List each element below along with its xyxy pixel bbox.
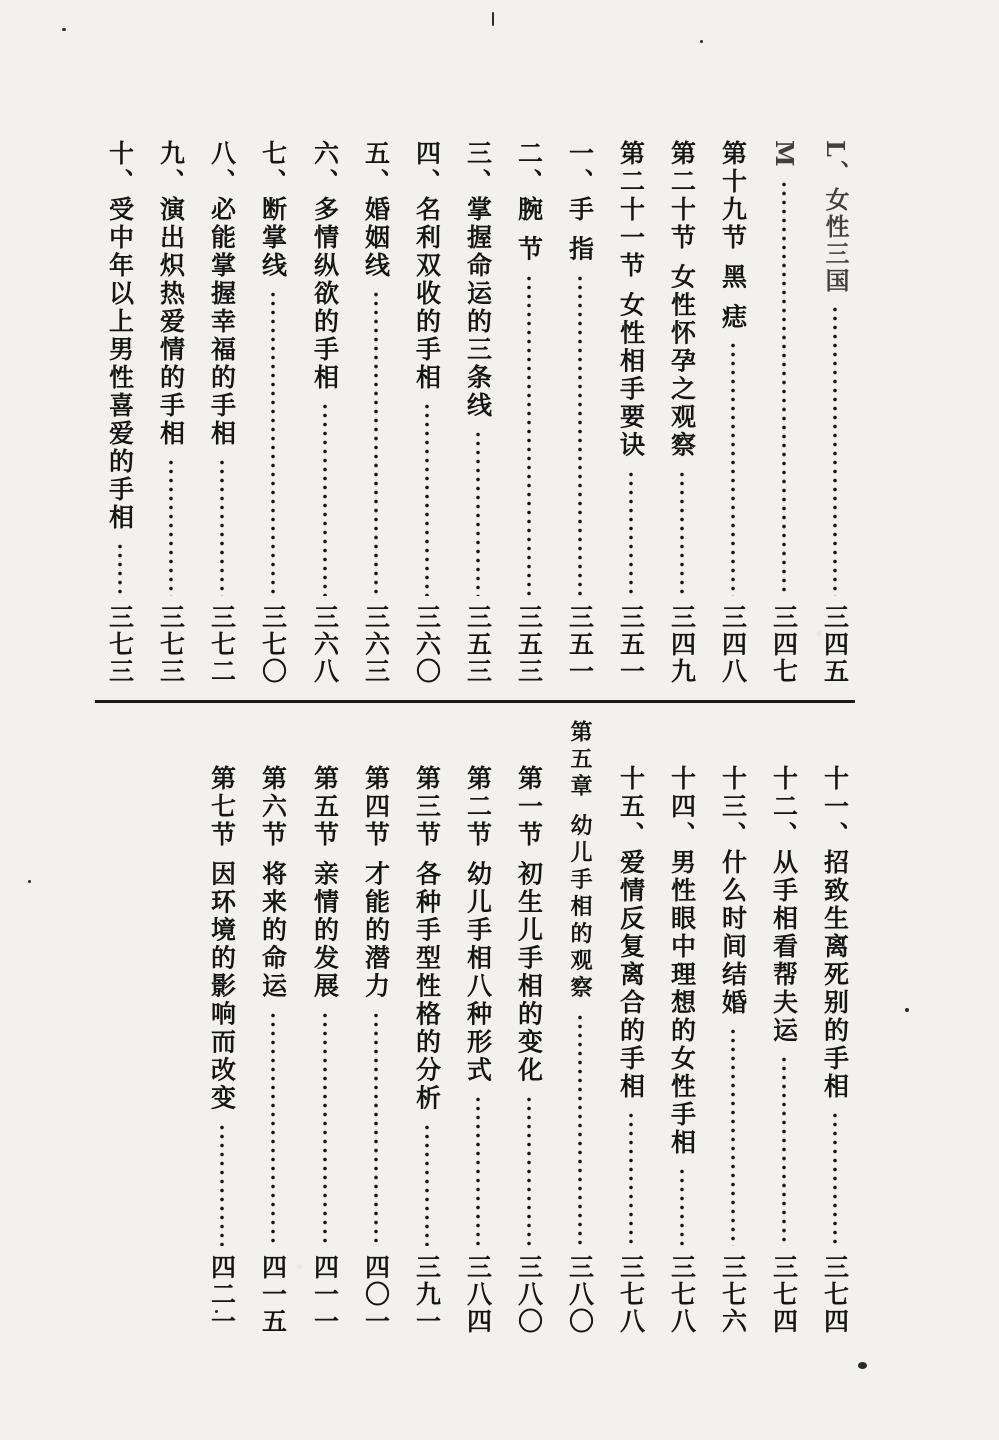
entry-title: 第二节 幼儿手相八种形式 bbox=[463, 765, 493, 1085]
toc-entry[interactable] bbox=[765, 765, 803, 1335]
toc-top-section bbox=[0, 0, 999, 700]
toc-entry[interactable] bbox=[357, 765, 395, 1335]
toc-entry[interactable] bbox=[101, 140, 139, 685]
page-number: 三七八 bbox=[616, 1254, 646, 1335]
dot-leader bbox=[322, 1011, 328, 1246]
dot-leader bbox=[628, 1111, 634, 1246]
toc-entry[interactable] bbox=[459, 140, 497, 685]
dot-leader bbox=[730, 1027, 736, 1246]
entry-title: 第三节 各种手型性格的分析 bbox=[412, 765, 442, 1113]
page-number: 三六〇 bbox=[412, 604, 442, 685]
dot-leader bbox=[526, 274, 532, 596]
page-number: 三七三 bbox=[105, 604, 135, 685]
dot-leader bbox=[526, 1095, 532, 1246]
entry-title: L、女性三国 bbox=[821, 140, 850, 295]
dot-leader bbox=[373, 290, 379, 596]
toc-entry[interactable] bbox=[254, 140, 292, 685]
dot-leader bbox=[781, 180, 787, 596]
entry-title: 第十九节 黑 痣 bbox=[718, 140, 748, 332]
toc-entry[interactable] bbox=[306, 765, 344, 1335]
toc-entry[interactable] bbox=[612, 140, 650, 685]
dot-leader bbox=[628, 470, 634, 596]
page-number: 三四五 bbox=[820, 604, 850, 685]
page-number: 三四九 bbox=[667, 604, 697, 685]
toc-entry[interactable] bbox=[357, 140, 395, 685]
dot-leader bbox=[168, 458, 174, 596]
dot-leader bbox=[219, 458, 225, 596]
toc-entry[interactable] bbox=[203, 140, 241, 685]
page-number: 三七〇 bbox=[258, 604, 288, 685]
entry-title: 十三、什么时间结婚 bbox=[718, 765, 748, 1017]
toc-entry[interactable] bbox=[816, 765, 854, 1335]
entry-title: 四、名利双收的手相 bbox=[412, 140, 442, 392]
page-number: 三四八 bbox=[718, 604, 748, 685]
toc-entry[interactable] bbox=[714, 765, 752, 1335]
page-number: 三七八 bbox=[667, 1254, 697, 1335]
entry-title: 六、多情纵欲的手相 bbox=[310, 140, 340, 392]
dot-leader bbox=[117, 542, 123, 596]
entry-title: 一、手 指 bbox=[565, 140, 595, 264]
dot-leader bbox=[475, 1095, 481, 1246]
page-number: 三八〇 bbox=[565, 1254, 595, 1335]
page-number: 三九一 bbox=[412, 1254, 442, 1335]
toc-entry[interactable] bbox=[510, 140, 548, 685]
dot-leader bbox=[679, 1167, 685, 1246]
toc-entry[interactable] bbox=[765, 140, 803, 685]
page-number: 四〇一 bbox=[361, 1254, 391, 1335]
dot-leader bbox=[679, 470, 685, 596]
entry-title: 九、演出炽热爱情的手相 bbox=[156, 140, 186, 448]
dot-leader bbox=[781, 1055, 787, 1246]
entry-title: 第五节 亲情的发展 bbox=[310, 765, 340, 1001]
toc-entry[interactable] bbox=[254, 765, 292, 1335]
entry-title: 第四节 才能的潜力 bbox=[361, 765, 391, 1001]
toc-entry[interactable] bbox=[612, 765, 650, 1335]
entry-title: 十四、男性眼中理想的女性手相 bbox=[667, 765, 697, 1157]
entry-title: 五、婚姻线 bbox=[361, 140, 391, 280]
toc-entry[interactable] bbox=[663, 765, 701, 1335]
dot-leader bbox=[577, 1013, 583, 1246]
page-number: 三八〇 bbox=[514, 1254, 544, 1335]
toc-entry[interactable] bbox=[203, 765, 241, 1335]
toc-entry[interactable] bbox=[816, 140, 854, 685]
dot-leader bbox=[219, 1123, 225, 1246]
toc-entry[interactable] bbox=[408, 140, 446, 685]
entry-title: 七、断掌线 bbox=[258, 140, 288, 280]
toc-entry[interactable] bbox=[306, 140, 344, 685]
page-number: 三五三 bbox=[514, 604, 544, 685]
page-number: 四一一 bbox=[310, 1254, 340, 1335]
dot-leader bbox=[270, 290, 276, 596]
entry-title: 第六节 将来的命运 bbox=[258, 765, 288, 1001]
toc-bottom-section bbox=[0, 700, 999, 1440]
dot-leader bbox=[832, 305, 838, 596]
page-number: 三八四 bbox=[463, 1254, 493, 1335]
entry-title: 第二十一节 女性相手要诀 bbox=[616, 140, 646, 460]
page-number: 三五一 bbox=[616, 604, 646, 685]
entry-title: 三、掌握命运的三条线 bbox=[463, 140, 493, 420]
dot-leader bbox=[373, 1011, 379, 1246]
toc-entry[interactable] bbox=[152, 140, 190, 685]
page-number: 三四七 bbox=[769, 604, 799, 685]
page-number: 三六三 bbox=[361, 604, 391, 685]
entry-title: 第七节 因环境的影响而改变 bbox=[207, 765, 237, 1113]
dot-leader bbox=[322, 402, 328, 596]
entry-title: 二、腕 节 bbox=[514, 140, 544, 264]
entry-title: 十二、从手相看帮夫运 bbox=[769, 765, 799, 1045]
page-number: 三五一 bbox=[565, 604, 595, 685]
toc-entry[interactable] bbox=[714, 140, 752, 685]
page-number: 三七四 bbox=[769, 1254, 799, 1335]
toc-entry[interactable] bbox=[459, 765, 497, 1335]
chapter-title: 第五章 幼儿手相的观察 bbox=[567, 720, 593, 1003]
entry-title: 八、必能掌握幸福的手相 bbox=[207, 140, 237, 448]
page-number: 四一五 bbox=[258, 1254, 288, 1335]
dot-leader bbox=[424, 1123, 430, 1246]
page-number: 三五三 bbox=[463, 604, 493, 685]
entry-title: 第二十节 女性怀孕之观察 bbox=[667, 140, 697, 460]
page-number: 三七三 bbox=[156, 604, 186, 685]
entry-title: 十一、招致生离死别的手相 bbox=[820, 765, 850, 1101]
dot-leader bbox=[270, 1011, 276, 1246]
entry-title: 第一节 初生儿手相的变化 bbox=[514, 765, 544, 1085]
toc-entry[interactable] bbox=[663, 140, 701, 685]
page-number: 三七二 bbox=[207, 604, 237, 685]
toc-chapter-heading[interactable] bbox=[561, 720, 599, 1335]
dot-leader bbox=[832, 1111, 838, 1246]
page-number: 四二一 bbox=[207, 1254, 237, 1335]
page-number: 三七六 bbox=[718, 1254, 748, 1335]
dot-leader bbox=[424, 402, 430, 596]
entry-title: 十五、爱情反复离合的手相 bbox=[616, 765, 646, 1101]
dot-leader bbox=[475, 430, 481, 596]
dot-leader bbox=[577, 274, 583, 596]
toc-entry[interactable] bbox=[408, 765, 446, 1335]
toc-entry[interactable] bbox=[510, 765, 548, 1335]
page-number: 三六八 bbox=[310, 604, 340, 685]
dot-leader bbox=[730, 341, 736, 596]
entry-title: 十、受中年以上男性喜爱的手相 bbox=[105, 140, 135, 532]
page-number: 三七四 bbox=[820, 1254, 850, 1335]
toc-entry[interactable] bbox=[561, 140, 599, 685]
entry-title: M bbox=[770, 140, 799, 170]
